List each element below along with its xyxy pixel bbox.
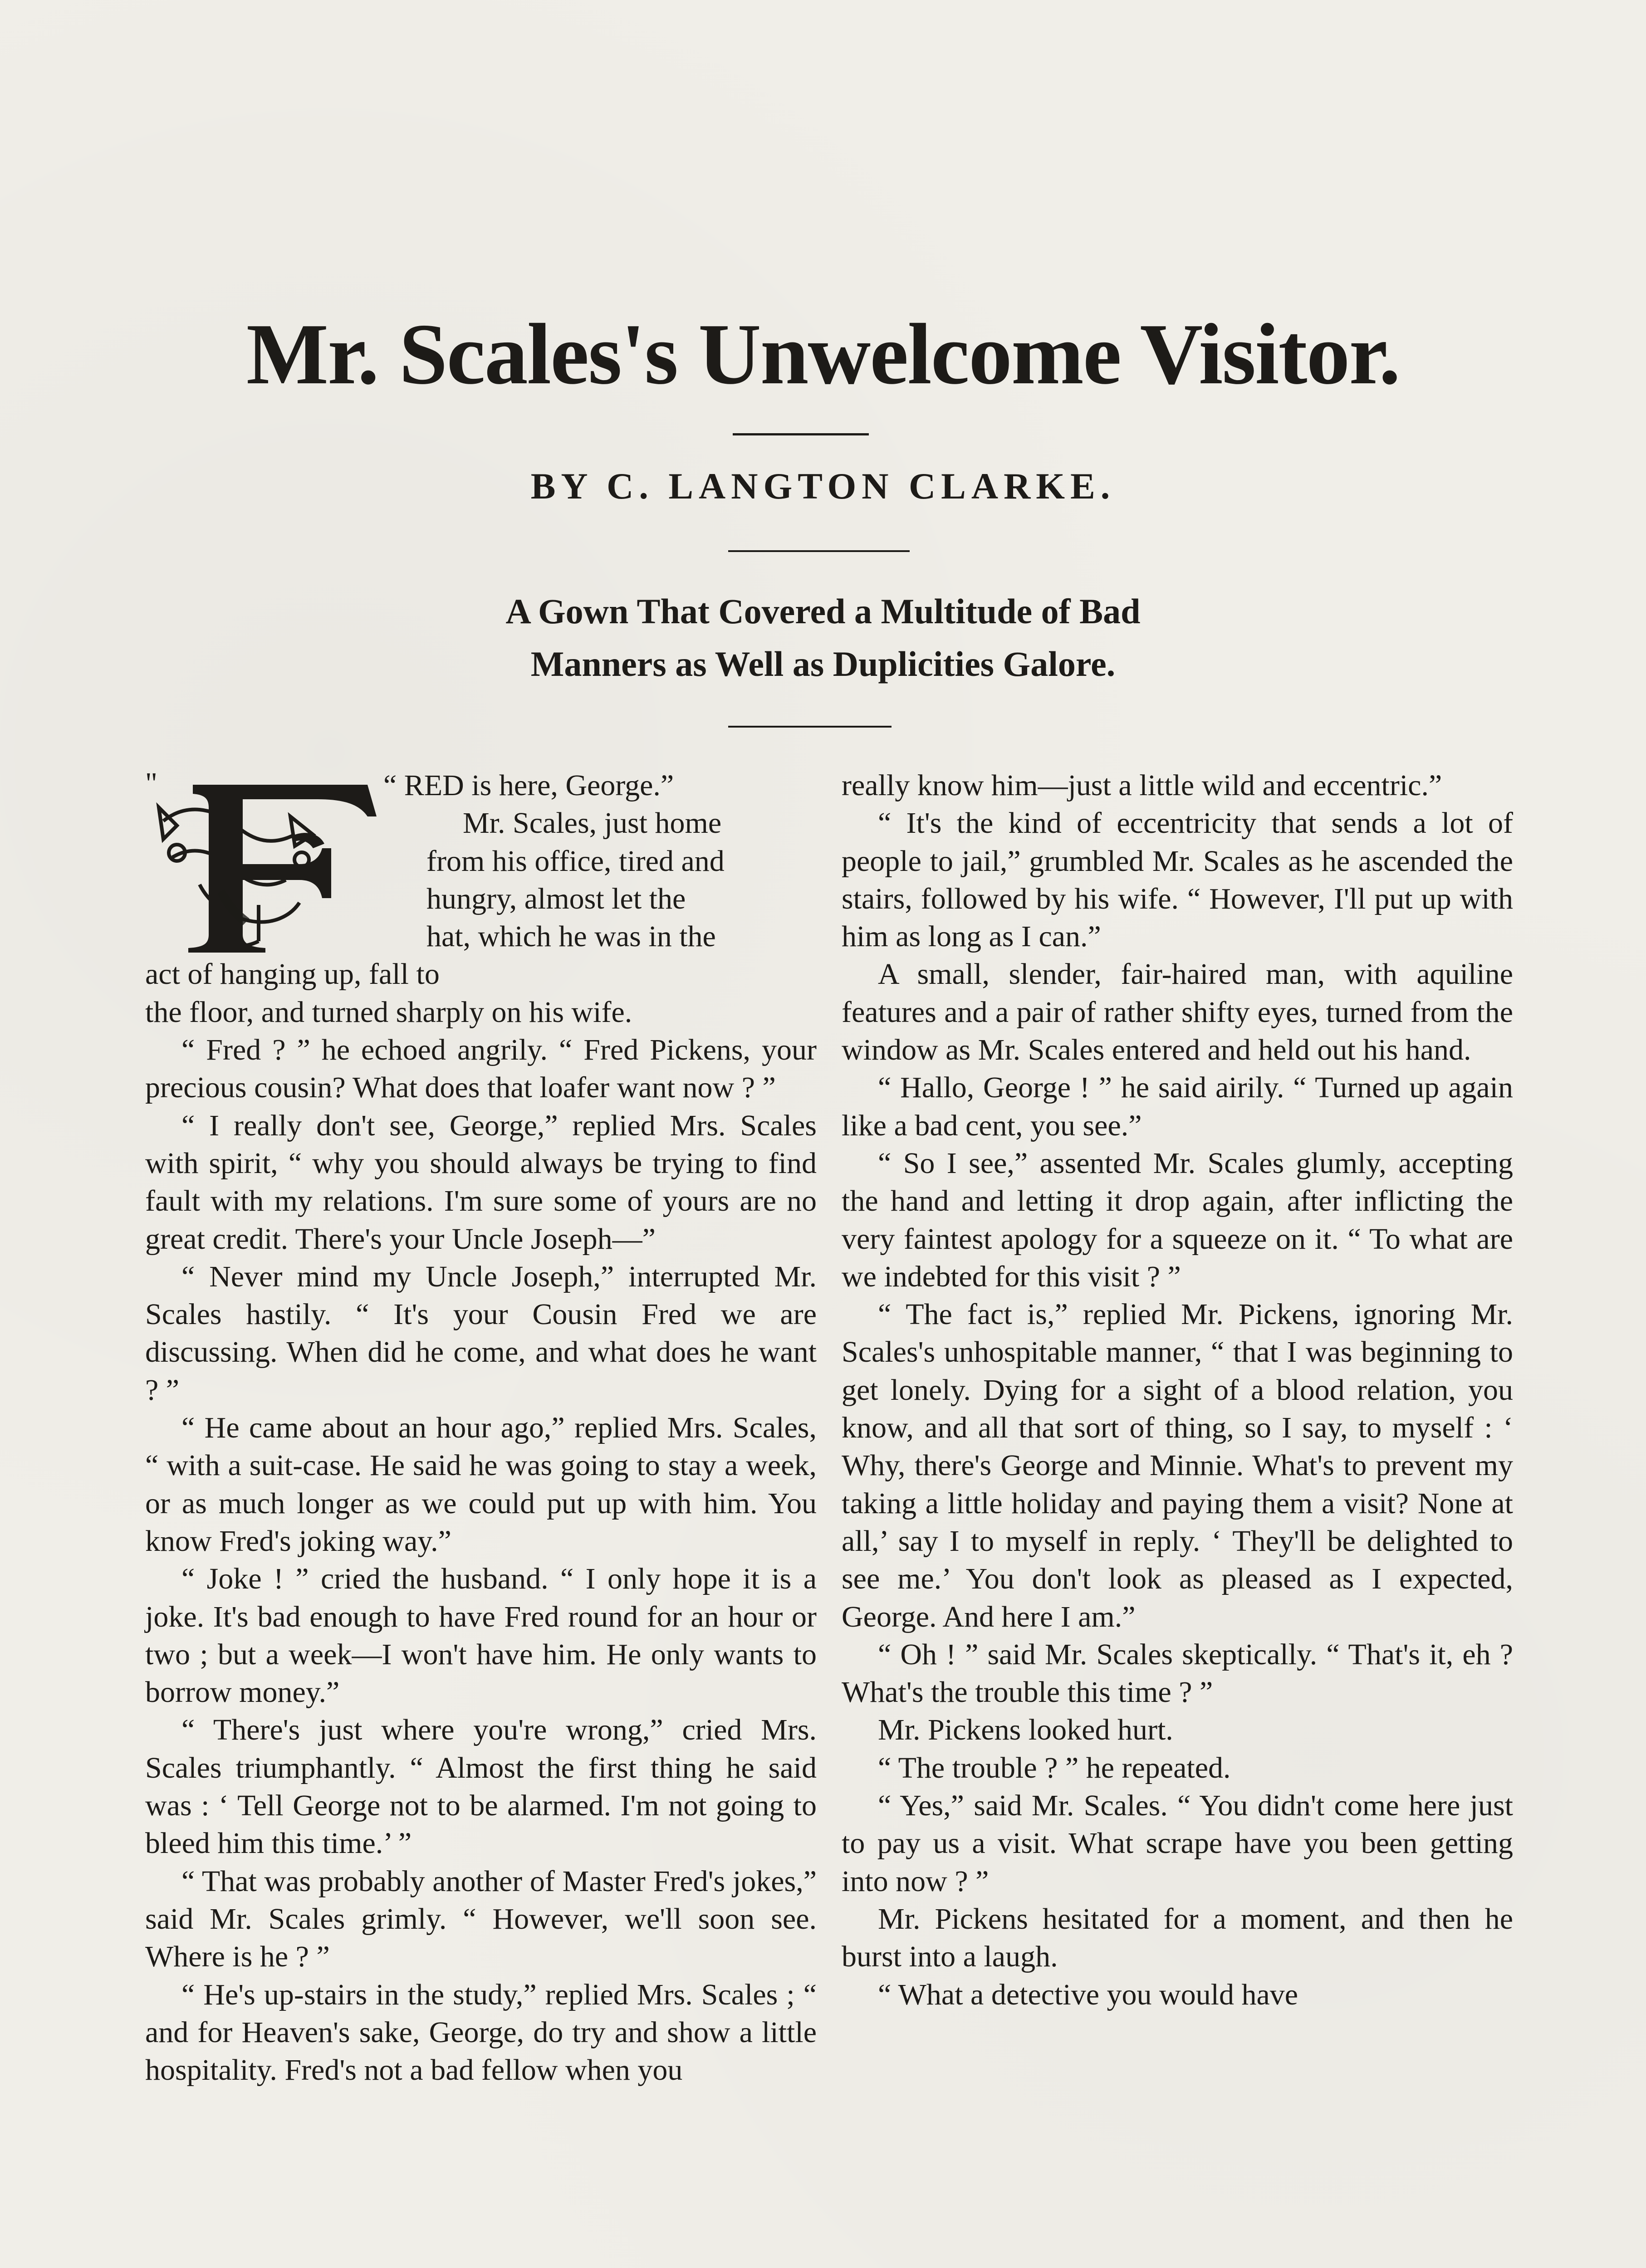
drop-cap-ornament-icon	[145, 767, 417, 953]
paragraph: “ Hallo, George ! ” he said airily. “ Turned up again like a bad cent, you see.”	[842, 1071, 1513, 1142]
paragraph: “ So I see,” assented Mr. Scales glumly, accepting the hand and letting it drop again, after inflicting the very faintest apology for a squeeze on it. “ To what are we indebted for this visit ? ”	[842, 1146, 1513, 1293]
paragraph: “ There's just where you're wrong,” cried Mrs. Scales triumphantly. “ Almost the first thing he said was : ‘ Tell George not to be alarmed. I'm not going to bleed him this time.’ ”	[145, 1713, 817, 1860]
subtitle-line-2: Manners as Well as Duplicities Galore.	[530, 644, 1116, 684]
paragraph: “ Never mind my Uncle Joseph,” interrupted Mr. Scales hastily. “ It's your Cousin Fred we are discussing. When did he come, and what does he want ? ”	[145, 1260, 817, 1407]
paragraph: “ The fact is,” replied Mr. Pickens, ignoring Mr. Scales's unhospitable manner, “ that I was beginning to get lonely. Dying for a sight of a blood relation, you know, and all that sort of thing, so I say, to myself : ‘ Why, there's George and Minnie. What's to prevent my taking a little holiday and paying them a visit? None at all,’ say I to myself in reply. ‘ They'll be delighted to see me.’ You don't look as pleased as I expected, George. And here I am.”	[842, 1298, 1513, 1633]
paragraph: act of hanging up, fall to	[145, 958, 440, 991]
paragraph: “ It's the kind of eccentricity that sends a lot of people to jail,” grumbled Mr. Scales as he ascended the stairs, followed by his wife. “ However, I'll put up with him as long as I can.”	[842, 807, 1513, 953]
left-column	[145, 767, 817, 2089]
paragraph: “ Joke ! ” cried the husband. “ I only hope it is a joke. It's bad enough to have Fred round for an hour or two ; but a week—I won't have him. He only wants to borrow money.”	[145, 1562, 817, 1709]
byline-rule	[728, 550, 910, 552]
title-rule	[733, 433, 869, 435]
paragraph: “ He's up-stairs in the study,” replied Mrs. Scales ; “ and for Heaven's sake, George, do try and show a little hospitality. Fred's not a bad fellow when you	[145, 1978, 817, 2087]
subtitle-line-1: A Gown That Covered a Multitude of Bad	[505, 591, 1141, 631]
paragraph: Mr. Pickens hesitated for a moment, and then he burst into a laugh.	[842, 1902, 1513, 1974]
paragraph: “ Fred ? ” he echoed angrily. “ Fred Pickens, your precious cousin? What does that loafer want now ? ”	[145, 1033, 817, 1105]
paragraph: “ What a detective you would have	[878, 1978, 1298, 2011]
paragraph: “ The trouble ? ” he repeated.	[878, 1751, 1231, 1784]
paragraph: “ That was probably another of Master Fred's jokes,” said Mr. Scales grimly. “ However, we'll soon see. Where is he ? ”	[145, 1864, 817, 1974]
paragraph: the floor, and turned sharply on his wife.	[145, 995, 632, 1029]
paragraph: Mr. Pickens looked hurt.	[878, 1713, 1173, 1747]
paragraph: hat, which he was in the	[426, 920, 716, 953]
paragraph: from his office, tired and	[426, 844, 725, 878]
paragraph: A small, slender, fair-haired man, with aquiline features and a pair of rather shifty eyes, turned from the window as Mr. Scales entered and held out his hand.	[842, 958, 1513, 1067]
svg-text:": "	[145, 767, 157, 800]
paragraph: Mr. Scales, just home	[463, 807, 722, 840]
article-subtitle	[0, 585, 1646, 690]
paragraph: “ Yes,” said Mr. Scales. “ You didn't come here just to pay us a visit. What scrape have you been getting into now ? ”	[842, 1789, 1513, 1898]
paragraph: really know him—just a little wild and eccentric.”	[842, 769, 1442, 802]
paragraph: hungry, almost let the	[426, 882, 686, 915]
paragraph: “ I really don't see, George,” replied Mrs. Scales with spirit, “ why you should always be trying to find fault with my relations. I'm sure some of yours are no great credit. There's your Uncle Joseph—”	[145, 1109, 817, 1256]
ornamental-drop-cap	[145, 767, 417, 953]
paragraph: “ Oh ! ” said Mr. Scales skeptically. “ That's it, eh ? What's the trouble this time ? ”	[842, 1637, 1513, 1709]
article-title: Mr. Scales's Unwelcome Visitor.	[246, 306, 1400, 402]
paragraph: “ He came about an hour ago,” replied Mrs. Scales, “ with a suit-case. He said he was going to stay a week, or as much longer as we could put up with him. You know Fred's joking way.”	[145, 1411, 817, 1558]
right-column	[842, 767, 1513, 2014]
paragraph: “ RED is here, George.”	[383, 769, 674, 802]
subtitle-rule	[728, 726, 892, 728]
article-byline: BY C. LANGTON CLARKE.	[530, 465, 1116, 507]
